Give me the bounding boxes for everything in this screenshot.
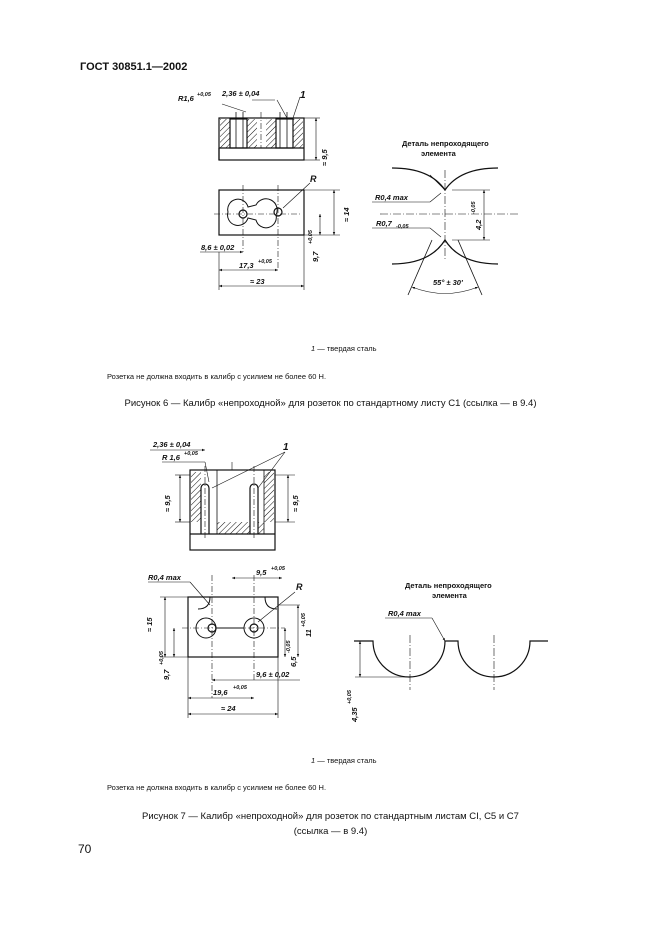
fig6-d173-label: 17,3 (239, 261, 254, 270)
fig6-legend (311, 344, 377, 353)
fig6-caption: Рисунок 6 — Калибр «непроходной» для розеток по стандартному листу С1 (ссылка — в 9.4) (124, 398, 537, 409)
fig7-note: Розетка не должна входить в калибр с усилием не более 60 Н. (107, 783, 327, 792)
fig7-w95-label: 9,5 (256, 568, 267, 577)
fig7-h95-left: ≈ 9,5 (163, 495, 172, 512)
document-header: ГОСТ 30851.1—2002 (80, 61, 188, 73)
fig7-h95-right: ≈ 9,5 (291, 495, 300, 512)
fig7-h11-label: 11 (304, 629, 313, 637)
fig7-w236-label: 2,36 ± 0,04 (153, 440, 191, 449)
fig7-w24-label: ≈ 24 (221, 704, 236, 713)
fig6-detail-r07: R0,7 (376, 219, 392, 228)
fig7-h97-label: 9,7 (162, 669, 171, 680)
fig6-w23-label: ≈ 23 (250, 277, 265, 286)
fig6-detail-r04max: R0,4 max (375, 193, 408, 202)
figure6-top-view (219, 97, 320, 160)
fig7-caption-line1: Рисунок 7 — Калибр «непроходной» для розеток по стандартным листам CI, C5 и C7 (142, 811, 519, 822)
fig6-r16-tol: +0,05 (197, 92, 211, 98)
fig6-legend-text: — твердая сталь (315, 344, 377, 353)
fig6-r16-label: R1,6 (178, 94, 194, 103)
fig7-caption-line2: (ссылка — в 9.4) (293, 826, 368, 837)
fig7-d196-tol: +0,05 (233, 685, 247, 691)
fig7-r04max-label: R0,4 max (148, 573, 181, 582)
fig7-h97-tol: +0,05 (159, 651, 165, 665)
fig6-detail-angle: 55° ± 30' (433, 278, 463, 287)
fig7-r16-tol: +0,05 (184, 451, 198, 457)
fig6-h95-label: ≈ 9,5 (320, 149, 329, 166)
fig7-r16-label: R 1,6 (162, 453, 180, 462)
fig6-legend-num: 1 (311, 344, 316, 353)
page-number: 70 (78, 842, 92, 856)
fig7-detail-h435-tol: +0,05 (347, 690, 353, 704)
fig7-legend-text: — твердая сталь (315, 756, 377, 765)
fig6-r-label: R (310, 174, 317, 184)
fig6-w236-label: 2,36 ± 0,04 (222, 89, 260, 98)
fig7-callout-1: 1 (283, 442, 289, 453)
fig7-h15-label: ≈ 15 (145, 617, 154, 632)
fig6-detail-h42: 4,2 (474, 219, 483, 230)
fig6-callout-1: 1 (300, 90, 306, 101)
fig6-detail-title-1: Деталь непроходящего (402, 139, 489, 148)
fig7-detail-h435: 4,35 (350, 707, 359, 722)
fig7-detail-title-1: Деталь непроходящего (405, 581, 492, 590)
fig7-legend (311, 756, 377, 765)
fig6-detail-h42-tol: -0,05 (471, 201, 477, 214)
fig6-h97-label: 9,7 (311, 251, 320, 262)
fig6-d173-tol: +0,05 (258, 259, 272, 265)
fig7-d196-label: 19,6 (213, 688, 228, 697)
fig6-note: Розетка не должна входить в калибр с усилием не более 60 Н. (107, 372, 327, 381)
figure7-detail-drawing (354, 618, 548, 690)
figure6-bottom-view (200, 183, 340, 290)
fig7-detail-title-2: элемента (432, 591, 467, 600)
fig6-detail-title-2: элемента (421, 149, 456, 158)
fig7-d96-label: 9,6 ± 0,02 (256, 670, 290, 679)
fig7-w95-tol: +0,05 (271, 566, 285, 572)
fig6-h97-tol: +0,05 (308, 230, 314, 244)
fig6-detail-r07-tol: -0,05 (396, 224, 409, 230)
figure6-detail-drawing (372, 168, 520, 295)
fig7-h65-tol: -0,05 (286, 640, 292, 653)
fig7-r-label: R (296, 582, 303, 592)
fig7-legend-num: 1 (311, 756, 316, 765)
fig6-d86-label: 8,6 ± 0,02 (201, 243, 235, 252)
fig7-h11-tol: +0,05 (301, 613, 307, 627)
fig6-w14-label: ≈ 14 (342, 207, 351, 222)
fig7-h65-label: 6,5 (289, 656, 298, 667)
fig7-detail-r04max: R0,4 max (388, 609, 421, 618)
